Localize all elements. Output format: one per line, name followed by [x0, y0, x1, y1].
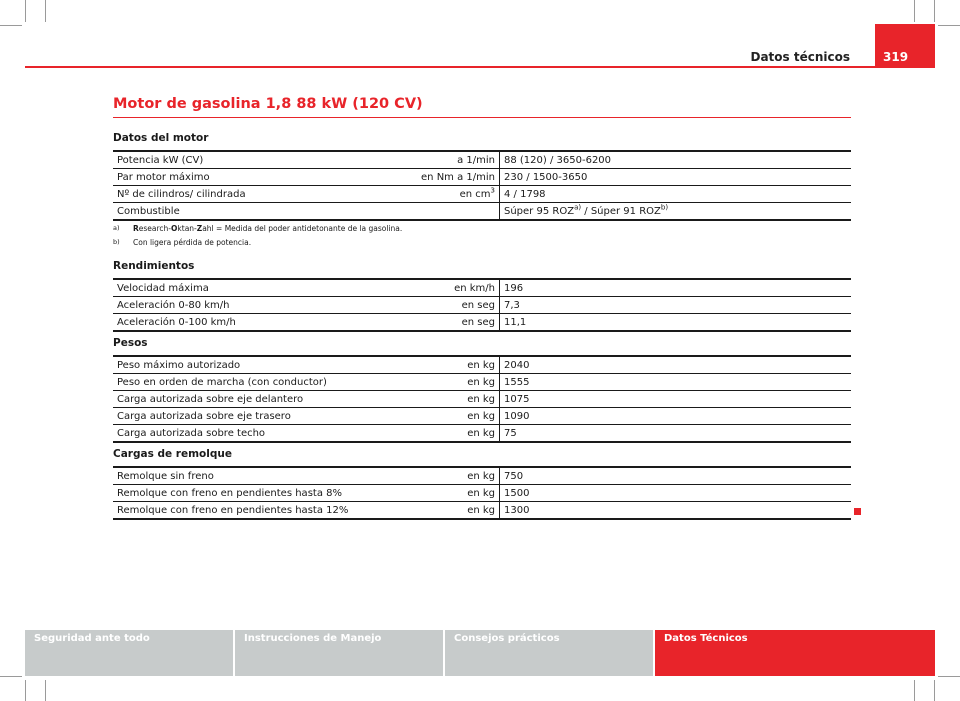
footnote-mark: a) [113, 224, 120, 232]
row-value: 1555 [500, 374, 852, 391]
row-unit: en seg [391, 297, 500, 314]
unit-superscript: 3 [490, 186, 495, 195]
footnote-text: esearch- [138, 224, 172, 233]
crop-mark [938, 25, 960, 26]
header-rule [25, 66, 935, 68]
row-value: 1500 [500, 485, 852, 502]
row-unit: en kg [391, 425, 500, 443]
table-row [113, 408, 851, 425]
row-value: 11,1 [500, 314, 852, 332]
fuel-95: Súper 95 ROZ [504, 205, 575, 217]
row-unit [391, 186, 500, 203]
footnote-bold: O [171, 224, 178, 233]
crop-mark [25, 0, 26, 22]
row-label: Par motor máximo [113, 169, 391, 186]
row-unit: en seg [391, 314, 500, 332]
crop-mark [934, 680, 935, 701]
crop-mark [45, 0, 46, 22]
row-unit: en kg [391, 408, 500, 425]
row-unit: en kg [391, 485, 500, 502]
row-label: Peso máximo autorizado [113, 356, 391, 374]
table-row [113, 391, 851, 408]
unit-text: en cm [459, 188, 491, 200]
row-label: Nº de cilindros/ cilindrada [113, 186, 391, 203]
crop-mark [914, 0, 915, 22]
row-value: 196 [500, 279, 852, 297]
section-title-motor: Datos del motor [113, 132, 209, 144]
table-row [113, 374, 851, 391]
footer-tab-datos-tecnicos[interactable]: Datos Técnicos [655, 630, 935, 676]
row-label: Carga autorizada sobre eje delantero [113, 391, 391, 408]
crop-mark [0, 676, 22, 677]
row-unit: en kg [391, 374, 500, 391]
row-value: 1075 [500, 391, 852, 408]
row-unit: en km/h [391, 279, 500, 297]
row-value: 1090 [500, 408, 852, 425]
table-row [113, 314, 851, 332]
crop-mark [934, 0, 935, 22]
remolque-table [113, 466, 851, 520]
title-rule [113, 117, 851, 118]
page-title: Motor de gasolina 1,8 88 kW (120 CV) [113, 96, 423, 112]
row-unit: en kg [391, 502, 500, 520]
footnote-bold: Z [196, 224, 203, 233]
footnote-b [113, 238, 251, 247]
footnote-text: ktan- [177, 224, 197, 233]
fuel-91: / Súper 91 ROZ [581, 205, 661, 217]
footnote-text: Con ligera pérdida de potencia. [133, 238, 252, 247]
row-label: Remolque con freno en pendientes hasta 12% [113, 502, 391, 520]
footnote-mark: b) [113, 238, 120, 246]
footnote-text: ahl = Medida del poder antidetonante de la gasolina. [202, 224, 403, 233]
row-unit: en kg [391, 391, 500, 408]
row-label: Carga autorizada sobre techo [113, 425, 391, 443]
crop-mark [914, 680, 915, 701]
row-value: 7,3 [500, 297, 852, 314]
row-label: Aceleración 0-80 km/h [113, 297, 391, 314]
footnote-a [113, 224, 402, 233]
table-row [113, 467, 851, 485]
table-row [113, 297, 851, 314]
motor-table [113, 150, 851, 221]
row-unit: a 1/min [391, 151, 500, 169]
crop-mark [25, 680, 26, 701]
row-value: 1300 [500, 502, 852, 520]
row-value [500, 203, 852, 221]
row-value: 4 / 1798 [500, 186, 852, 203]
table-row [113, 356, 851, 374]
footer-tab-instrucciones[interactable]: Instrucciones de Manejo [235, 630, 443, 676]
crop-mark [0, 25, 22, 26]
table-row [113, 485, 851, 502]
section-title-pesos: Pesos [113, 337, 148, 349]
crop-mark [45, 680, 46, 701]
footnote-ref-a: a) [574, 203, 582, 212]
header-title: Datos técnicos [750, 50, 850, 64]
footnote-ref-b: b) [660, 203, 669, 212]
row-unit: en Nm a 1/min [391, 169, 500, 186]
table-row [113, 502, 851, 520]
table-row [113, 151, 851, 169]
page-number: 319 [875, 24, 935, 68]
section-title-remolque: Cargas de remolque [113, 448, 232, 460]
table-row [113, 169, 851, 186]
row-label: Potencia kW (CV) [113, 151, 391, 169]
row-unit [391, 203, 500, 221]
row-label: Carga autorizada sobre eje trasero [113, 408, 391, 425]
row-label: Remolque con freno en pendientes hasta 8% [113, 485, 391, 502]
row-value: 75 [500, 425, 852, 443]
row-label: Combustible [113, 203, 391, 221]
footnote-bold: R [133, 224, 139, 233]
table-row [113, 425, 851, 443]
row-value: 2040 [500, 356, 852, 374]
row-unit: en kg [391, 356, 500, 374]
crop-mark [938, 676, 960, 677]
table-row [113, 279, 851, 297]
row-label: Peso en orden de marcha (con conductor) [113, 374, 391, 391]
row-label: Velocidad máxima [113, 279, 391, 297]
section-title-rendimientos: Rendimientos [113, 260, 195, 272]
end-of-section-marker [854, 508, 861, 515]
row-value: 230 / 1500-3650 [500, 169, 852, 186]
table-row [113, 186, 851, 203]
rendimientos-table [113, 278, 851, 332]
row-value: 88 (120) / 3650-6200 [500, 151, 852, 169]
row-label: Aceleración 0-100 km/h [113, 314, 391, 332]
footer-tab-seguridad[interactable]: Seguridad ante todo [25, 630, 233, 676]
table-row [113, 203, 851, 221]
row-label: Remolque sin freno [113, 467, 391, 485]
row-value: 750 [500, 467, 852, 485]
pesos-table [113, 355, 851, 443]
row-unit: en kg [391, 467, 500, 485]
footer-tab-consejos[interactable]: Consejos prácticos [445, 630, 653, 676]
